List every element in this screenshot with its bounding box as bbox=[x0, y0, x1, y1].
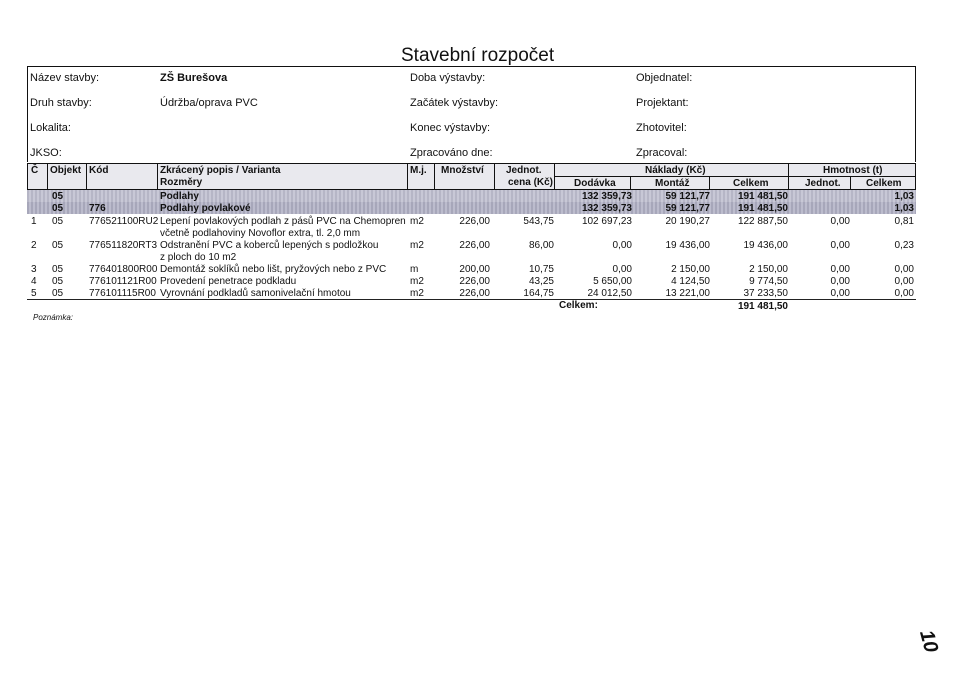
item-celkem: 122 887,50 bbox=[737, 216, 788, 227]
item-dodavka: 0,00 bbox=[612, 264, 632, 275]
item-h-jedn: 0,00 bbox=[830, 264, 850, 275]
zhotovitel-label: Zhotovitel: bbox=[636, 122, 687, 134]
item-montaz: 19 436,00 bbox=[665, 240, 710, 251]
nazev-value: ZŠ Burešova bbox=[160, 72, 228, 84]
item-kod: 776511820RT3 bbox=[89, 240, 158, 251]
item-cena: 164,75 bbox=[523, 288, 554, 299]
item-celkem: 9 774,50 bbox=[749, 276, 788, 287]
item-dodavka: 102 697,23 bbox=[581, 216, 632, 227]
zacatek-label: Začátek výstavby: bbox=[410, 97, 499, 109]
col-kod: Kód bbox=[89, 165, 109, 176]
item-c: 1 bbox=[31, 216, 37, 227]
item-h-celkem: 0,00 bbox=[894, 288, 914, 299]
item-kod: 776101115R00 bbox=[89, 288, 156, 299]
col-objekt: Objekt bbox=[50, 165, 82, 176]
section-popis: Podlahy bbox=[160, 191, 199, 202]
item-popis: Vyrovnání podkladů samonivelační hmotou bbox=[160, 288, 351, 299]
section-dodavka: 132 359,73 bbox=[581, 191, 632, 202]
section-kod: 776 bbox=[89, 203, 106, 214]
zpracovano-label: Zpracováno dne: bbox=[410, 147, 493, 159]
col-celkem: Celkem bbox=[733, 178, 769, 189]
item-popis: Provedení penetrace podkladu bbox=[160, 276, 297, 287]
item-celkem: 19 436,00 bbox=[743, 240, 788, 251]
col-h-celkem: Celkem bbox=[866, 178, 902, 189]
item-h-celkem: 0,81 bbox=[894, 216, 914, 227]
item-h-jedn: 0,00 bbox=[830, 276, 850, 287]
item-c: 5 bbox=[31, 288, 37, 299]
item-c: 2 bbox=[31, 240, 37, 251]
zpracoval-label: Zpracoval: bbox=[636, 147, 688, 159]
total-value: 191 481,50 bbox=[737, 301, 788, 312]
item-montaz: 2 150,00 bbox=[671, 264, 710, 275]
item-objekt: 05 bbox=[52, 288, 64, 299]
druh-value: Údržba/oprava PVC bbox=[160, 97, 258, 109]
jkso-label: JKSO: bbox=[30, 147, 62, 159]
objednatel-label: Objednatel: bbox=[636, 72, 693, 84]
item-popis: Demontáž soklíků nebo lišt, pryžových nebo z PVC bbox=[160, 264, 387, 275]
item-popis: Lepení povlakových podlah z pásů PVC na Chemopren bbox=[160, 216, 406, 227]
col-divider bbox=[494, 163, 495, 190]
col-mnozstvi: Množství bbox=[441, 165, 484, 176]
item-mj: m2 bbox=[410, 276, 424, 287]
item-objekt: 05 bbox=[52, 240, 64, 251]
item-popis-2: z ploch do 10 m2 bbox=[160, 252, 237, 263]
section-montaz: 59 121,77 bbox=[665, 191, 710, 202]
nazev-label: Název stavby: bbox=[30, 72, 100, 84]
item-cena: 86,00 bbox=[528, 240, 554, 251]
col-h-jedn: Jednot. bbox=[805, 178, 841, 189]
item-cena: 43,25 bbox=[528, 276, 554, 287]
item-popis-2: včetně podlahoviny Novoflor extra, tl. 2,0 mm bbox=[160, 228, 361, 239]
item-h-celkem: 0,00 bbox=[894, 276, 914, 287]
lokalita-label: Lokalita: bbox=[30, 122, 71, 134]
item-kod: 776401800R00 bbox=[89, 264, 158, 275]
item-mnozstvi: 226,00 bbox=[459, 216, 490, 227]
item-kod: 776101121R00 bbox=[89, 276, 157, 287]
item-dodavka: 0,00 bbox=[612, 240, 632, 251]
header-subdivider bbox=[554, 176, 916, 177]
col-divider bbox=[850, 176, 851, 190]
page-number-mark: 10 bbox=[915, 627, 943, 655]
col-montaz: Montáž bbox=[655, 178, 690, 189]
item-kod: 776521100RU2 bbox=[89, 216, 159, 227]
item-celkem: 37 233,50 bbox=[743, 288, 788, 299]
item-mnozstvi: 226,00 bbox=[459, 240, 490, 251]
total-label: Celkem: bbox=[559, 300, 598, 311]
item-mnozstvi: 200,00 bbox=[459, 264, 490, 275]
col-jedn: Jednot. bbox=[506, 165, 542, 176]
item-montaz: 4 124,50 bbox=[671, 276, 710, 287]
item-mj: m2 bbox=[410, 216, 424, 227]
section-objekt: 05 bbox=[52, 203, 64, 214]
col-rozmery: Rozměry bbox=[160, 177, 203, 188]
col-mj: M.j. bbox=[410, 165, 427, 176]
note-label: Poznámka: bbox=[33, 313, 74, 322]
item-c: 4 bbox=[31, 276, 37, 287]
item-celkem: 2 150,00 bbox=[749, 264, 788, 275]
item-montaz: 13 221,00 bbox=[665, 288, 710, 299]
druh-label: Druh stavby: bbox=[30, 97, 92, 109]
col-hmotnost: Hmotnost (t) bbox=[823, 165, 883, 176]
item-cena: 10,75 bbox=[528, 264, 554, 275]
col-divider bbox=[434, 163, 435, 190]
item-objekt: 05 bbox=[52, 276, 64, 287]
item-mnozstvi: 226,00 bbox=[459, 288, 490, 299]
item-cena: 543,75 bbox=[523, 216, 554, 227]
item-dodavka: 24 012,50 bbox=[587, 288, 632, 299]
col-dodavka: Dodávka bbox=[574, 178, 616, 189]
section-hmotnost: 1,03 bbox=[894, 191, 914, 202]
col-c: Č bbox=[31, 165, 39, 176]
item-mj: m bbox=[410, 264, 419, 275]
section-montaz: 59 121,77 bbox=[665, 203, 710, 214]
col-naklady: Náklady (Kč) bbox=[645, 165, 706, 176]
row-underline bbox=[27, 299, 916, 300]
section-celkem: 191 481,50 bbox=[737, 203, 788, 214]
projektant-label: Projektant: bbox=[636, 97, 689, 109]
col-divider bbox=[630, 176, 631, 190]
item-h-celkem: 0,23 bbox=[894, 240, 914, 251]
item-h-jedn: 0,00 bbox=[830, 216, 850, 227]
item-h-jedn: 0,00 bbox=[830, 240, 850, 251]
item-c: 3 bbox=[31, 264, 37, 275]
item-mj: m2 bbox=[410, 240, 424, 251]
col-popis: Zkrácený popis / Varianta bbox=[160, 165, 281, 176]
col-divider bbox=[86, 163, 87, 190]
section-objekt: 05 bbox=[52, 191, 64, 202]
item-objekt: 05 bbox=[52, 216, 64, 227]
item-dodavka: 5 650,00 bbox=[593, 276, 632, 287]
item-montaz: 20 190,27 bbox=[665, 216, 710, 227]
col-divider bbox=[407, 163, 408, 190]
section-hmotnost: 1,03 bbox=[894, 203, 914, 214]
col-divider bbox=[47, 163, 48, 190]
item-h-jedn: 0,00 bbox=[830, 288, 850, 299]
doba-label: Doba výstavby: bbox=[410, 72, 486, 84]
section-celkem: 191 481,50 bbox=[737, 191, 788, 202]
item-mnozstvi: 226,00 bbox=[459, 276, 490, 287]
item-popis: Odstranění PVC a koberců lepených s podložkou bbox=[160, 240, 379, 251]
col-divider bbox=[157, 163, 158, 190]
col-cena: cena (Kč) bbox=[508, 177, 554, 188]
item-mj: m2 bbox=[410, 288, 424, 299]
col-divider bbox=[709, 176, 710, 190]
item-h-celkem: 0,00 bbox=[894, 264, 914, 275]
konec-label: Konec výstavby: bbox=[410, 122, 491, 134]
item-objekt: 05 bbox=[52, 264, 64, 275]
section-popis: Podlahy povlakové bbox=[160, 203, 251, 214]
section-dodavka: 132 359,73 bbox=[581, 203, 632, 214]
page-title: Stavební rozpočet bbox=[401, 45, 555, 66]
